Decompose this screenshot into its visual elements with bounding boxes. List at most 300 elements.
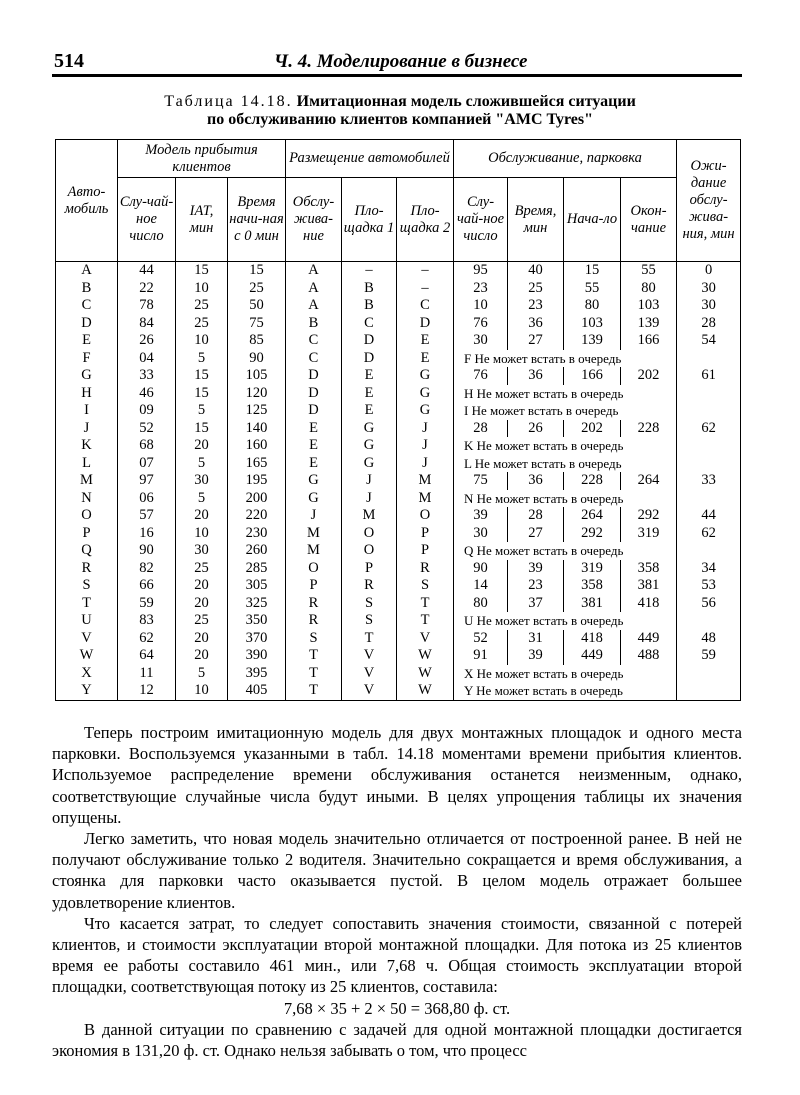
cell-bay-1: E [342, 367, 397, 385]
cell-end: 80 [621, 280, 677, 298]
cell-start: 55 [564, 280, 621, 298]
cell-bay-2: C [397, 297, 454, 315]
cell-bay-1: V [342, 682, 397, 700]
cell-service: B [286, 315, 342, 333]
cell-service: C [286, 350, 342, 368]
cell-wait: 28 [677, 315, 741, 333]
cell-random-number-2: 39 [454, 507, 508, 525]
cell-random-number-1: 16 [118, 525, 176, 543]
cell-iat: 20 [176, 577, 228, 595]
table-row [56, 280, 741, 298]
paragraph-1: Теперь построим имитационную модель для двух монтажных площадок и одного места парковки. Воспользуемся указанными в табл. 14.18 моментами времени прибытия клиентов. Используемое распределение времени обслуживания останется неизменным, однако, соответствующие случайные числа будут иными. В целях упрощения таблицы их значения опущены. [52, 723, 742, 827]
cell-car: K [56, 437, 118, 455]
cell-bay-1: R [342, 577, 397, 595]
header-service-group: Обслуживание, парковка [454, 140, 677, 178]
cell-random-number-1: 84 [118, 315, 176, 333]
cell-service: P [286, 577, 342, 595]
cell-start: 319 [564, 560, 621, 578]
cell-arrival-time: 230 [228, 525, 286, 543]
table-row [56, 455, 741, 473]
cell-cannot-queue-note: X Не может встать в очередь [454, 665, 677, 683]
cell-service-time: 23 [508, 577, 564, 595]
cell-iat: 15 [176, 385, 228, 403]
header-car: Авто-мобиль [56, 140, 118, 262]
table-row [56, 315, 741, 333]
table-row [56, 682, 741, 700]
cell-bay-2: G [397, 367, 454, 385]
cell-random-number-1: 90 [118, 542, 176, 560]
cell-bay-1: M [342, 507, 397, 525]
cell-iat: 5 [176, 402, 228, 420]
paragraph-4: В данной ситуации по сравнению с задачей для одной монтажной площадки достигается экономия в 131,20 ф. ст. Однако нельзя забывать о том, что процесс [52, 1019, 742, 1061]
cell-bay-1: V [342, 647, 397, 665]
cell-iat: 15 [176, 420, 228, 438]
cell-bay-1: D [342, 332, 397, 350]
cell-start: 292 [564, 525, 621, 543]
cell-random-number-2: 91 [454, 647, 508, 665]
cell-random-number-1: 07 [118, 455, 176, 473]
cell-wait [677, 385, 741, 403]
cell-car: O [56, 507, 118, 525]
cell-service-time: 28 [508, 507, 564, 525]
cell-service: E [286, 420, 342, 438]
cell-bay-1: P [342, 560, 397, 578]
cell-wait: 44 [677, 507, 741, 525]
simulation-table [55, 139, 741, 701]
running-title: Ч. 4. Моделирование в бизнесе [274, 51, 528, 72]
cell-car: R [56, 560, 118, 578]
page-number: 514 [54, 50, 84, 72]
cell-iat: 20 [176, 437, 228, 455]
cell-bay-2: E [397, 332, 454, 350]
cell-service-time: 36 [508, 315, 564, 333]
cell-car: B [56, 280, 118, 298]
caption-title-2: по обслуживанию клиентов компанией "АМС Tyres" [206, 111, 593, 128]
cell-arrival-time: 220 [228, 507, 286, 525]
cell-iat: 10 [176, 525, 228, 543]
cell-wait [677, 665, 741, 683]
cell-bay-2: – [397, 262, 454, 280]
cell-arrival-time: 25 [228, 280, 286, 298]
header-bay-1: Пло-щадка 1 [342, 178, 397, 262]
cell-cannot-queue-note: Y Не может встать в очередь [454, 682, 677, 700]
cell-iat: 30 [176, 542, 228, 560]
cell-bay-2: T [397, 595, 454, 613]
cell-service: T [286, 682, 342, 700]
cell-bay-2: M [397, 490, 454, 508]
header-service-time: Время, мин [508, 178, 564, 262]
paragraph-3: Что касается затрат, то следует сопоставить значения стоимости, связанной с потерей клиентов, и стоимости эксплуатации второй монтажной площадки. Для потока из 25 клиентов время ее работы составило 461 мин., или 7,68 ч. Общая стоимость эксплуатации второй площадки, соответствующая потоку из 25 клиентов, составила: [52, 913, 742, 997]
cell-car: Y [56, 682, 118, 700]
cell-random-number-1: 22 [118, 280, 176, 298]
cell-arrival-time: 50 [228, 297, 286, 315]
cell-service-time: 36 [508, 367, 564, 385]
cell-wait: 48 [677, 630, 741, 648]
cell-random-number-2: 10 [454, 297, 508, 315]
cell-car: T [56, 595, 118, 613]
cell-service-time: 40 [508, 262, 564, 280]
cell-random-number-2: 75 [454, 472, 508, 490]
cell-service-time: 31 [508, 630, 564, 648]
cell-cannot-queue-note: I Не может встать в очередь [454, 402, 677, 420]
cell-random-number-1: 44 [118, 262, 176, 280]
cell-arrival-time: 390 [228, 647, 286, 665]
cell-cannot-queue-note: N Не может встать в очередь [454, 490, 677, 508]
cell-arrival-time: 325 [228, 595, 286, 613]
cell-end: 292 [621, 507, 677, 525]
page-header [52, 48, 742, 77]
cell-wait: 30 [677, 280, 741, 298]
cell-iat: 5 [176, 665, 228, 683]
table-row [56, 647, 741, 665]
cell-bay-1: B [342, 280, 397, 298]
cell-bay-2: J [397, 437, 454, 455]
cell-bay-1: D [342, 350, 397, 368]
cell-service-time: 26 [508, 420, 564, 438]
cell-service-time: 39 [508, 647, 564, 665]
caption-label: Таблица 14.18. [164, 93, 293, 110]
cell-bay-1: V [342, 665, 397, 683]
cell-bay-2: E [397, 350, 454, 368]
cell-random-number-2: 23 [454, 280, 508, 298]
cell-end: 264 [621, 472, 677, 490]
cell-iat: 20 [176, 630, 228, 648]
cell-start: 103 [564, 315, 621, 333]
cell-wait: 30 [677, 297, 741, 315]
cell-service: E [286, 455, 342, 473]
cell-arrival-time: 15 [228, 262, 286, 280]
cell-random-number-1: 82 [118, 560, 176, 578]
cell-iat: 25 [176, 612, 228, 630]
caption-line-1 [40, 93, 760, 111]
cell-bay-1: J [342, 490, 397, 508]
cell-arrival-time: 165 [228, 455, 286, 473]
cell-service: D [286, 402, 342, 420]
cell-wait [677, 682, 741, 700]
cell-cannot-queue-note: H Не может встать в очередь [454, 385, 677, 403]
caption-title-1: Имитационная модель сложившейся ситуации [296, 93, 636, 110]
cell-cannot-queue-note: Q Не может встать в очередь [454, 542, 677, 560]
cell-random-number-2: 30 [454, 525, 508, 543]
cell-end: 381 [621, 577, 677, 595]
cell-arrival-time: 200 [228, 490, 286, 508]
header-service: Обслу-жива-ние [286, 178, 342, 262]
header-bay-2: Пло-щадка 2 [397, 178, 454, 262]
cell-car: V [56, 630, 118, 648]
cell-iat: 15 [176, 262, 228, 280]
cell-random-number-1: 26 [118, 332, 176, 350]
cell-random-number-1: 59 [118, 595, 176, 613]
cell-arrival-time: 85 [228, 332, 286, 350]
cell-cannot-queue-note: K Не может встать в очередь [454, 437, 677, 455]
cell-bay-1: G [342, 420, 397, 438]
cell-bay-2: G [397, 385, 454, 403]
cell-wait: 56 [677, 595, 741, 613]
cell-service-time: 27 [508, 525, 564, 543]
cell-bay-2: D [397, 315, 454, 333]
header-arrival-group: Модель прибытия клиентов [118, 140, 286, 178]
cell-service: T [286, 647, 342, 665]
cell-random-number-2: 76 [454, 315, 508, 333]
cell-end: 228 [621, 420, 677, 438]
cell-wait [677, 612, 741, 630]
cell-bay-1: E [342, 402, 397, 420]
cell-service: D [286, 367, 342, 385]
cell-end: 358 [621, 560, 677, 578]
cell-random-number-2: 28 [454, 420, 508, 438]
cell-random-number-1: 33 [118, 367, 176, 385]
cell-end: 418 [621, 595, 677, 613]
cell-bay-2: P [397, 525, 454, 543]
cell-iat: 5 [176, 455, 228, 473]
cell-bay-2: T [397, 612, 454, 630]
table-row [56, 595, 741, 613]
cell-wait [677, 490, 741, 508]
table-row [56, 262, 741, 280]
cell-random-number-1: 04 [118, 350, 176, 368]
cell-random-number-1: 06 [118, 490, 176, 508]
cell-iat: 20 [176, 595, 228, 613]
cell-wait: 53 [677, 577, 741, 595]
table-row [56, 525, 741, 543]
cell-bay-2: W [397, 665, 454, 683]
body-text [52, 722, 742, 1061]
cell-service-time: 39 [508, 560, 564, 578]
table-body [56, 262, 741, 701]
cell-bay-1: G [342, 437, 397, 455]
cell-bay-2: P [397, 542, 454, 560]
table-row [56, 612, 741, 630]
cell-iat: 10 [176, 280, 228, 298]
cell-service: A [286, 262, 342, 280]
header-wait: Ожи-дание обслу-жива-ния, мин [677, 140, 741, 262]
cell-service: E [286, 437, 342, 455]
cell-car: J [56, 420, 118, 438]
cell-random-number-1: 97 [118, 472, 176, 490]
cell-arrival-time: 105 [228, 367, 286, 385]
cell-bay-2: G [397, 402, 454, 420]
cell-start: 418 [564, 630, 621, 648]
cell-bay-1: – [342, 262, 397, 280]
cell-car: A [56, 262, 118, 280]
cell-random-number-1: 09 [118, 402, 176, 420]
cell-service: A [286, 280, 342, 298]
cell-end: 139 [621, 315, 677, 333]
cell-end: 319 [621, 525, 677, 543]
cell-random-number-2: 76 [454, 367, 508, 385]
cell-random-number-2: 80 [454, 595, 508, 613]
cell-car: I [56, 402, 118, 420]
cell-car: F [56, 350, 118, 368]
cell-wait [677, 350, 741, 368]
cell-start: 449 [564, 647, 621, 665]
cell-service: G [286, 490, 342, 508]
cell-car: M [56, 472, 118, 490]
table-row [56, 437, 741, 455]
header-arrival-time: Время начи-ная с 0 мин [228, 178, 286, 262]
table-row [56, 630, 741, 648]
cell-arrival-time: 305 [228, 577, 286, 595]
cell-bay-2: S [397, 577, 454, 595]
cell-wait: 54 [677, 332, 741, 350]
cell-bay-2: J [397, 420, 454, 438]
cell-random-number-2: 30 [454, 332, 508, 350]
cell-arrival-time: 140 [228, 420, 286, 438]
cell-start: 166 [564, 367, 621, 385]
cell-service-time: 23 [508, 297, 564, 315]
cell-end: 202 [621, 367, 677, 385]
header-random-number-1: Слу-чай-ное число [118, 178, 176, 262]
cell-start: 15 [564, 262, 621, 280]
cell-bay-2: M [397, 472, 454, 490]
cell-random-number-1: 68 [118, 437, 176, 455]
cell-bay-2: – [397, 280, 454, 298]
cell-arrival-time: 285 [228, 560, 286, 578]
caption-line-2 [40, 111, 760, 129]
cell-service: J [286, 507, 342, 525]
cell-bay-1: S [342, 595, 397, 613]
cell-service-time: 25 [508, 280, 564, 298]
cell-start: 80 [564, 297, 621, 315]
table-caption [40, 93, 760, 129]
cell-bay-1: T [342, 630, 397, 648]
cell-bay-1: E [342, 385, 397, 403]
cell-arrival-time: 405 [228, 682, 286, 700]
cell-random-number-1: 12 [118, 682, 176, 700]
cell-end: 449 [621, 630, 677, 648]
cell-end: 488 [621, 647, 677, 665]
cell-arrival-time: 260 [228, 542, 286, 560]
cell-service-time: 36 [508, 472, 564, 490]
cell-wait: 0 [677, 262, 741, 280]
table-row [56, 420, 741, 438]
cell-car: G [56, 367, 118, 385]
cell-random-number-1: 64 [118, 647, 176, 665]
cell-car: P [56, 525, 118, 543]
cell-random-number-1: 83 [118, 612, 176, 630]
cell-start: 381 [564, 595, 621, 613]
cell-bay-1: O [342, 542, 397, 560]
cell-random-number-1: 62 [118, 630, 176, 648]
cell-service: D [286, 385, 342, 403]
cell-service-time: 27 [508, 332, 564, 350]
cell-wait: 33 [677, 472, 741, 490]
cell-bay-2: W [397, 647, 454, 665]
cell-arrival-time: 90 [228, 350, 286, 368]
header-random-number-2: Слу-чай-ное число [454, 178, 508, 262]
cell-service: T [286, 665, 342, 683]
cell-start: 139 [564, 332, 621, 350]
cell-arrival-time: 160 [228, 437, 286, 455]
table-row [56, 507, 741, 525]
cell-service: O [286, 560, 342, 578]
cell-end: 103 [621, 297, 677, 315]
table-row [56, 542, 741, 560]
cell-car: E [56, 332, 118, 350]
cell-iat: 20 [176, 507, 228, 525]
cell-cannot-queue-note: U Не может встать в очередь [454, 612, 677, 630]
table-row [56, 402, 741, 420]
paragraph-2: Легко заметить, что новая модель значительно отличается от построенной ранее. В ней не получают обслуживание только 2 водителя. Значительно сокращается и время обслуживания, а стоянка для парковки часто оказывается пустой. В целом модель отражает большее удовлетворение клиентов. [52, 829, 742, 912]
cell-end: 55 [621, 262, 677, 280]
cell-iat: 10 [176, 682, 228, 700]
cell-car: Q [56, 542, 118, 560]
cell-bay-2: O [397, 507, 454, 525]
cell-car: L [56, 455, 118, 473]
cell-arrival-time: 350 [228, 612, 286, 630]
cell-service: M [286, 525, 342, 543]
cell-random-number-1: 11 [118, 665, 176, 683]
cell-wait: 62 [677, 525, 741, 543]
table-row [56, 385, 741, 403]
table-row [56, 490, 741, 508]
header-start: Нача-ло [564, 178, 621, 262]
cell-random-number-1: 66 [118, 577, 176, 595]
header-iat: IAT, мин [176, 178, 228, 262]
cell-iat: 5 [176, 490, 228, 508]
cell-wait [677, 455, 741, 473]
cell-arrival-time: 125 [228, 402, 286, 420]
cell-bay-1: C [342, 315, 397, 333]
cell-cannot-queue-note: F Не может встать в очередь [454, 350, 677, 368]
cell-service: S [286, 630, 342, 648]
table-row [56, 367, 741, 385]
cell-start: 228 [564, 472, 621, 490]
cell-random-number-1: 46 [118, 385, 176, 403]
cell-wait: 61 [677, 367, 741, 385]
cell-iat: 30 [176, 472, 228, 490]
cell-car: N [56, 490, 118, 508]
cell-start: 264 [564, 507, 621, 525]
table-row [56, 472, 741, 490]
cell-service: A [286, 297, 342, 315]
cell-start: 358 [564, 577, 621, 595]
cell-iat: 25 [176, 315, 228, 333]
cell-car: W [56, 647, 118, 665]
cell-car: S [56, 577, 118, 595]
cell-cannot-queue-note: L Не может встать в очередь [454, 455, 677, 473]
cell-iat: 20 [176, 647, 228, 665]
table-row [56, 665, 741, 683]
header-end: Окон-чание [621, 178, 677, 262]
cell-arrival-time: 195 [228, 472, 286, 490]
cell-car: C [56, 297, 118, 315]
cell-iat: 15 [176, 367, 228, 385]
cell-random-number-1: 78 [118, 297, 176, 315]
cell-random-number-2: 95 [454, 262, 508, 280]
cell-bay-1: O [342, 525, 397, 543]
cell-iat: 10 [176, 332, 228, 350]
cell-service: G [286, 472, 342, 490]
cell-service: R [286, 612, 342, 630]
cell-service-time: 37 [508, 595, 564, 613]
cell-bay-2: W [397, 682, 454, 700]
cell-random-number-2: 14 [454, 577, 508, 595]
cell-wait [677, 402, 741, 420]
cell-car: H [56, 385, 118, 403]
cell-random-number-2: 90 [454, 560, 508, 578]
cell-bay-1: S [342, 612, 397, 630]
cell-wait: 34 [677, 560, 741, 578]
cell-random-number-1: 52 [118, 420, 176, 438]
cell-iat: 25 [176, 560, 228, 578]
cell-iat: 25 [176, 297, 228, 315]
cell-wait [677, 437, 741, 455]
cell-random-number-2: 52 [454, 630, 508, 648]
formula: 7,68 × 35 + 2 × 50 = 368,80 ф. ст. [283, 998, 511, 1018]
table-row [56, 577, 741, 595]
cell-iat: 5 [176, 350, 228, 368]
